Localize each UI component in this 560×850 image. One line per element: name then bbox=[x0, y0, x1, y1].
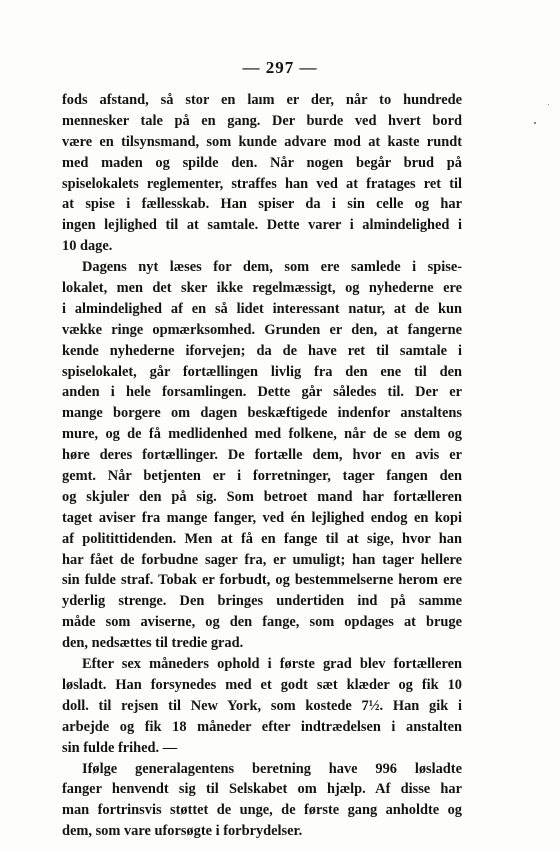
text-line: fanger henvendt sig til Selskabet om hjælp. Af disse har bbox=[62, 781, 462, 798]
text-line: at spise i fællesskab. Han spiser da i sin celle og har bbox=[62, 196, 462, 213]
paragraph-first-line: Ifølge generalagentens beretning have 996 løsladte bbox=[82, 760, 462, 777]
paper-speck bbox=[548, 104, 549, 105]
text-line: vække ringe opmærksomhed. Grunden er den, at fangerne bbox=[62, 321, 462, 338]
text-line: taget aviser fra mange fanger, ved én lejlighed endog en kopi bbox=[62, 509, 462, 526]
text-line: ingen lejlighed til at samtale. Dette varer i almindelighed i bbox=[62, 217, 462, 234]
text-line: spiselokalets reglementer, straffes han ved at fratages ret til bbox=[62, 175, 462, 192]
text-line: med maden og spilde den. Når nogen begår brud på bbox=[62, 154, 462, 171]
text-line: og skjuler den på sig. Som betroet mand har fortælleren bbox=[62, 488, 462, 505]
text-line: løsladt. Han forsynedes med et godt sæt klæder og fik 10 bbox=[62, 676, 462, 693]
text-line: fods afstand, så stor en laım er der, når to hundrede bbox=[62, 92, 462, 108]
page-number: — 297 — bbox=[242, 58, 318, 77]
text-line: måde som aviserne, og den fange, som opdages at bruge bbox=[62, 614, 462, 631]
paragraph-first-line: Dagens nyt læses for dem, som ere samlede i spise- bbox=[82, 259, 462, 276]
text-line: man fortrinsvis støttet de unge, de første gang anholdte og bbox=[62, 802, 462, 819]
text-line: dem, som vare uforsøgte i forbrydelser. bbox=[62, 823, 303, 840]
text-line: yderlig strenge. Den bringes undertiden ind på samme bbox=[62, 593, 462, 610]
text-line: høre deres fortællinger. De fortælle dem, hvor en avis er bbox=[62, 447, 462, 464]
body-text bbox=[62, 90, 462, 842]
text-line: lokalet, men det sker ikke regelmæssigt, og nyhederne ere bbox=[62, 280, 462, 297]
text-line: være en tilsynsmand, som kunde advare mod at kaste rundt bbox=[62, 133, 462, 150]
text-line: arbejde og fik 18 måneder efter indtrædelsen i anstalten bbox=[62, 718, 462, 735]
text-line: doll. til rejsen til New York, som kostede 7½. Han gik i bbox=[62, 697, 462, 714]
text-line: mennesker tale på en gang. Der burde ved hvert bord bbox=[62, 112, 462, 129]
text-line: af politittidenden. Men at få en fange til at sige, hvor han bbox=[62, 530, 462, 547]
paragraph-first-line: Efter sex måneders ophold i første grad blev fortælleren bbox=[82, 656, 462, 673]
text-line: 10 dage. bbox=[62, 238, 113, 255]
text-line: den, nedsættes til tredie grad. bbox=[62, 635, 244, 652]
text-line: mange borgere om dagen beskæftigede indenfor anstaltens bbox=[62, 405, 462, 422]
text-line: sin fulde frihed. — bbox=[62, 739, 178, 756]
text-line: sin fulde straf. Tobak er forbudt, og bestemmelserne herom ere bbox=[62, 572, 462, 589]
paper-speck bbox=[534, 122, 536, 124]
text-line: i almindelighed af en så lidet interessant natur, at de kun bbox=[62, 300, 462, 317]
text-line: gemt. Når betjenten er i forretninger, tager fangen den bbox=[62, 468, 462, 485]
text-line: spiselokalet, går fortællingen livlig fra den ene til den bbox=[62, 363, 462, 380]
text-line: anden i hele forsamlingen. Dette går således til. Der er bbox=[62, 384, 462, 401]
text-line: kende nyhederne iforvejen; da de have ret til samtale i bbox=[62, 342, 462, 359]
text-line: har fået de forbudne sager fra, er umuligt; han tager hellere bbox=[62, 551, 462, 568]
text-line: mure, og de få medlidenhed med folkene, når de se dem og bbox=[62, 426, 462, 443]
